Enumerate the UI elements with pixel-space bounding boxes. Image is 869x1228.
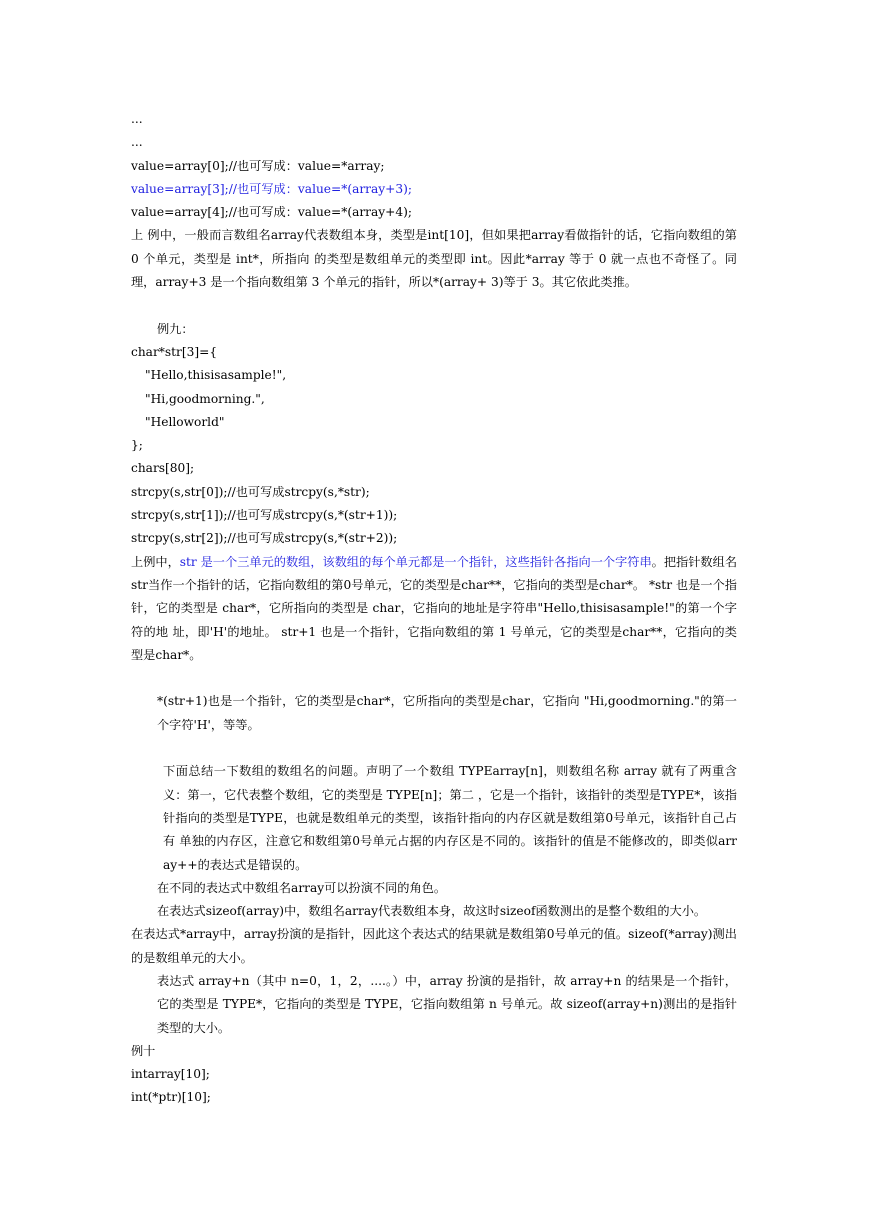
spacer	[131, 667, 737, 690]
paragraph-lead: 上例中，	[131, 554, 180, 569]
paragraph-rest: 。把指针数组名str当作一个指针的话，它指向数组的第0号单元，它的类型是char**，它指向的类型是char*。 *str 也是一个指针，它的类型是 char*，它所指向的类型是 char，它指向的地址是字符串"Hello,thisisasample!"的第一个字符的地 址，即'H'的地址。 str+1 也是一个指针，它指向数组的第 1 号单元，它的类型是char**，它指向的类型是char*。	[131, 554, 738, 662]
example-heading: 例九：	[157, 321, 194, 336]
code-line: value=array[0];//也可写成：value=*array;	[131, 158, 385, 173]
paragraph: *(str+1)也是一个指针，它的类型是char*，它所指向的类型是char，它指向 "Hi,goodmorning."的第一个字符'H'，等等。	[157, 694, 737, 732]
paragraph: 在不同的表达式中数组名array可以扮演不同的角色。	[157, 880, 447, 895]
code-line: ...	[131, 135, 143, 150]
code-line: strcpy(s,str[2]);//也可写成strcpy(s,*(str+2));	[131, 531, 398, 546]
paragraph: 下面总结一下数组的数组名的问题。声明了一个数组 TYPEarray[n]，则数组名称 array 就有了两重含义：第一，它代表整个数组，它的类型是 TYPE[n]；第二 ，它是一个指针，该指针的类型是TYPE*，该指针指向的类型是TYPE，也就是数组单元的类型，该指针指向的内存区就是数组第0号单元，该指针自己占有 单独的内存区，注意它和数组第0号单元占据的内存区是不同的。该指针的值是不能修改的，即类似array++的表达式是错误的。	[163, 764, 737, 872]
code-line: char*str[3]={	[131, 344, 218, 359]
code-line: chars[80];	[131, 461, 195, 476]
paragraph: 在表达式*array中，array扮演的是指针，因此这个表达式的结果就是数组第0号单元的值。sizeof(*array)测出的是数组单元的大小。	[131, 927, 737, 965]
code-line-highlighted: value=array[3];//也可写成：value=*(array+3);	[131, 181, 412, 196]
spacer	[131, 737, 737, 760]
code-line: strcpy(s,str[1]);//也可写成strcpy(s,*(str+1));	[131, 508, 398, 523]
code-line: strcpy(s,str[0]);//也可写成strcpy(s,*str);	[131, 484, 370, 499]
code-line: "Helloworld"	[145, 414, 225, 429]
code-line: };	[131, 438, 143, 453]
code-line: "Hi,goodmorning.",	[145, 391, 265, 406]
paragraph: 上 例中，一般而言数组名array代表数组本身，类型是int[10]，但如果把array看做指针的话，它指向数组的第 0 个单元，类型是 int*，所指向 的类型是数组单元的类型即 int。因此*array 等于 0 就一点也不奇怪了。同理，array+3 是一个指向数组第 3 个单元的指针，所以*(array+ 3)等于 3。其它依此类推。	[131, 228, 741, 290]
example-heading: 例十	[131, 1043, 156, 1058]
code-line: intarray[10];	[131, 1067, 210, 1082]
spacer	[131, 294, 737, 317]
paragraph: 表达式 array+n（其中 n=0，1，2，....。）中，array 扮演的是指针，故 array+n 的结果是一个指针，它的类型是 TYPE*，它指向的类型是 TYPE，它指向数组第 n 号单元。故 sizeof(array+n)测出的是指针类型的大小。	[157, 973, 737, 1035]
document-body	[131, 108, 741, 1110]
code-line: value=array[4];//也可写成：value=*(array+4);	[131, 205, 412, 220]
code-line: "Hello,thisisasample!",	[145, 368, 287, 383]
paragraph-highlight: str 是一个三单元的数组，该数组的每个单元都是一个指针，这些指针各指向一个字符串	[179, 554, 652, 569]
code-line: ...	[131, 112, 143, 126]
paragraph: 在表达式sizeof(array)中，数组名array代表数组本身，故这时sizeof函数测出的是整个数组的大小。	[157, 904, 707, 919]
paragraph	[131, 551, 737, 667]
code-line: int(*ptr)[10];	[131, 1090, 211, 1105]
